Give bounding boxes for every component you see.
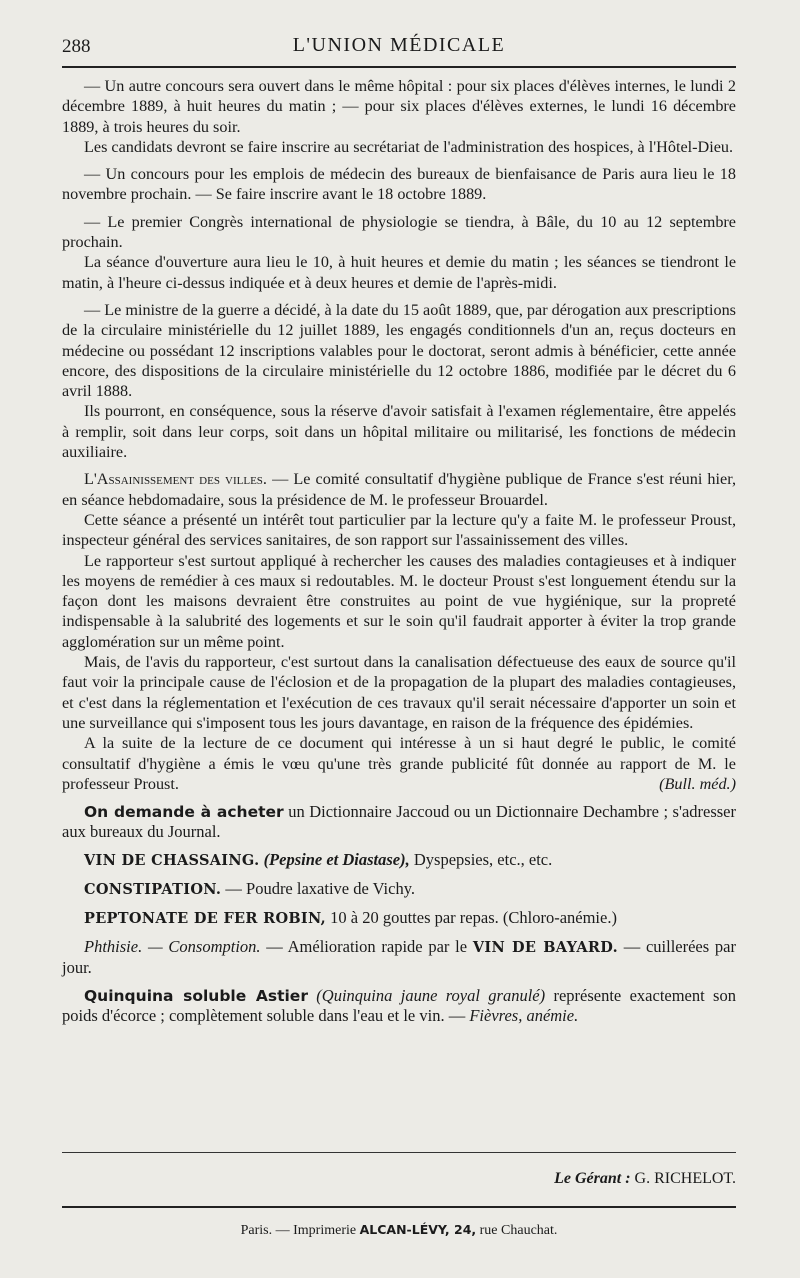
section-heading: L'Assainissement des villes. <box>84 470 267 489</box>
ad-heading: Quinquina soluble Astier <box>84 987 308 1006</box>
paragraph-bienfaisance: — Un concours pour les emplois de médecin des bureaux de bienfaisance de Paris aura lieu le 18 novembre prochain. — Se faire inscrire avant le 18 octobre 1889. <box>62 165 736 204</box>
paragraph-seance-interet: Cette séance a présenté un intérêt tout particulier par la lecture qu'y a faite M. le professeur Proust, inspecteur général des services sanitaires, de son rapport sur l'assainissement des villes. <box>62 510 736 550</box>
paragraph-seance: La séance d'ouverture aura lieu le 10, à huit heures et demie du matin ; les séances se tiendront le matin, à l'heure ci-dessus indiquée et à deux heures et demie de l'après-midi. <box>62 253 736 292</box>
paragraph-assainissement <box>62 469 736 510</box>
gerant-signature <box>62 1170 736 1188</box>
ad-heading: On demande à acheter <box>84 803 284 822</box>
ad-vin-bayard <box>62 937 736 978</box>
paragraph-concours-internes: — Un autre concours sera ouvert dans le même hôpital : pour six places d'élèves internes, le lundi 2 décembre 1889, à huit heures du matin ; — pour six places d'élèves externes, le lundi 16 décembre 1889, à trois heures du soir. <box>62 77 736 136</box>
printer-name: ALCAN-LÉVY, 24, <box>359 1222 477 1237</box>
ad-peptonate <box>62 908 736 929</box>
page-number: 288 <box>62 36 91 57</box>
article-body <box>62 76 736 1026</box>
header-rule <box>62 66 736 68</box>
ad-subtitle: Fièvres, anémie. <box>469 1006 579 1026</box>
ad-heading: CONSTIPATION. <box>84 881 222 899</box>
ad-constipation <box>62 879 736 900</box>
gerant-name: G. RICHELOT. <box>630 1170 736 1187</box>
paragraph-inscription: Les candidats devront se faire inscrire au secrétariat de l'administration des hospices, à l'Hôtel-Dieu. <box>84 137 734 156</box>
ad-quinquina <box>62 986 736 1026</box>
printer-imprint <box>62 1222 736 1239</box>
ad-subtitle: Phthisie. — Consomption. <box>84 937 261 957</box>
ad-text: — Amélioration rapide par le <box>260 937 473 957</box>
ad-heading: PEPTONATE DE FER ROBIN, <box>84 910 326 928</box>
ad-text: 10 à 20 gouttes par repas. (Chloro-anémie.) <box>326 908 617 928</box>
ad-text: — Poudre laxative de Vichy. <box>221 879 416 899</box>
ad-heading: VIN DE BAYARD. <box>472 939 618 957</box>
footer-rule <box>62 1152 736 1153</box>
ad-text: Dyspepsies, etc., etc. <box>409 850 553 870</box>
paragraph-text: A la suite de la lecture de ce document qui intéresse à un si haut degré le public, le comité consultatif d'hygiène a émis le vœu qu'une très grande publicité fût donnée au rapport de M. le professeur Proust. <box>62 734 736 793</box>
paragraph-canalisation: Mais, de l'avis du rapporteur, c'est surtout dans la canalisation défectueuse des eaux de source qu'il faut voir la principale cause de l'éclosion et de la propagation de la plupart des maladies contagieuses, et c'est dans la réglementation et l'exécution de ces travaux qu'il serait nécessaire d'apporter un soin et une surveillance qui s'imposent tous les jours davantage, en raison de la fréquence des épidémies. <box>62 653 736 732</box>
paragraph-rapporteur: Le rapporteur s'est surtout appliqué à rechercher les causes des maladies contagieuses et à indiquer les moyens de remédier à ces maux si redoutables. M. le docteur Proust s'est longuement étendu sur la façon dont les maisons devraient être construites au point de vue hygiénique, sur la propreté indispensable à la salubrité des logements et sur le soin qu'il faudrait apporter à éviter la trop grande agglomération sur un même point. <box>62 551 736 651</box>
ad-text: — cuillerées par jour. <box>62 937 737 978</box>
gerant-label: Le Gérant : <box>554 1170 631 1187</box>
ad-subtitle: (Quinquina jaune royal granulé) <box>307 986 546 1006</box>
journal-title: L'UNION MÉDICALE <box>292 34 506 56</box>
ad-dictionnaire <box>62 802 736 842</box>
ad-text: un Dictionnaire Jaccoud ou un Dictionnaire Dechambre ; s'adresser aux bureaux du Journal. <box>62 802 736 842</box>
paragraph-text: — Le comité consultatif d'hygiène publique de France s'est réuni hier, en séance hebdomadaire, sous la présidence de M. le professeur Brouardel. <box>62 470 736 509</box>
paragraph-ministre: — Le ministre de la guerre a décidé, à la date du 15 août 1889, que, par dérogation aux prescriptions de la circulaire ministérielle du 12 juillet 1889, les engagés conditionnels d'un an, reçus docteurs en médecine ou possédant 12 inscriptions valables pour le doctorat, seront admis à bénéficier, cette année encore, des dispositions de la circulaire ministérielle du 12 octobre 1886, modifiée par le décret du 6 avril 1888. <box>62 300 736 401</box>
ad-heading: VIN DE CHASSAING. <box>84 852 260 870</box>
page-header <box>62 34 736 62</box>
source-citation: (Bull. méd.) <box>659 774 736 793</box>
footer-rule-double <box>62 1206 736 1208</box>
paragraph-congres: — Le premier Congrès international de physiologie se tiendra, à Bâle, du 10 au 12 septembre prochain. <box>62 212 736 252</box>
ad-subtitle: (Pepsine et Diastase), <box>259 850 410 870</box>
printer-prefix: Paris. — Imprimerie <box>240 1223 360 1238</box>
ad-vin-chassaing <box>62 850 736 871</box>
printer-suffix: rue Chauchat. <box>476 1223 558 1238</box>
ad-text: représente exactement son poids d'écorce ; complètement soluble dans l'eau et le vin. — <box>62 986 736 1026</box>
paragraph-consequence: Ils pourront, en conséquence, sous la réserve d'avoir satisfait à l'examen réglementaire, être appelés à remplir, soit dans leur corps, soit dans un hôpital militaire ou militarisé, les fonctions de médecin auxiliaire. <box>62 402 736 462</box>
paragraph-voeu <box>62 733 736 794</box>
